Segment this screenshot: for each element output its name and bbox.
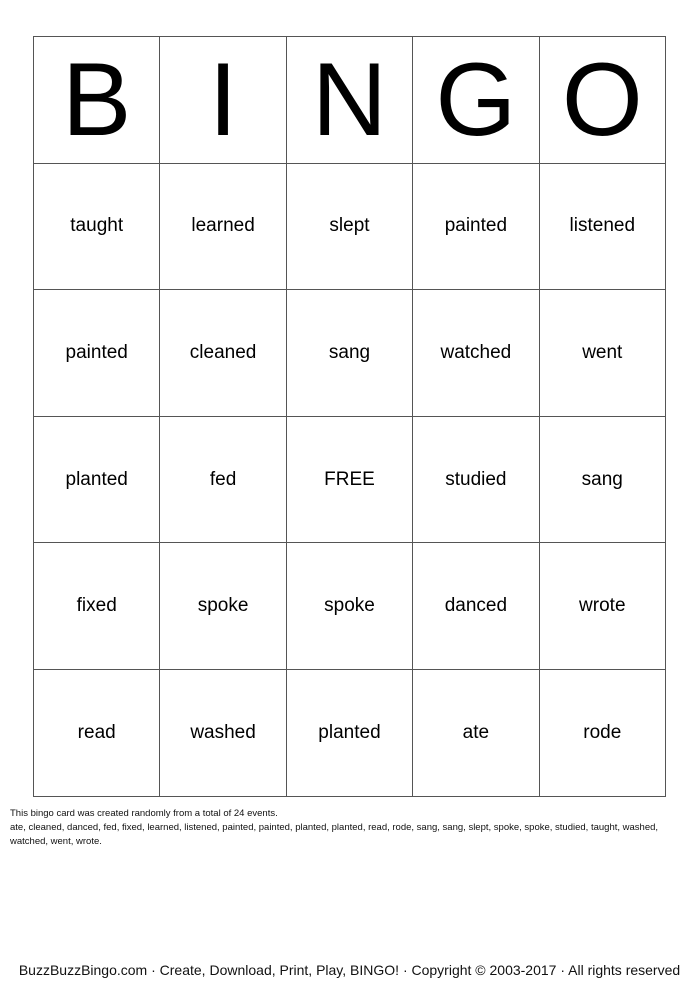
bingo-cell: studied <box>413 416 539 543</box>
bingo-cell: fed <box>160 416 286 543</box>
card-info-word-list: ate, cleaned, danced, fed, fixed, learned, listened, painted, painted, planted, planted, read, rode, sang, sang, slept, spoke, spoke, studied, taught, washed, watched, went, wrote. <box>10 822 659 847</box>
bingo-cell: went <box>539 290 665 417</box>
card-info-summary: This bingo card was created randomly from a total of 24 events. <box>10 808 278 819</box>
bingo-cell: painted <box>413 163 539 290</box>
bingo-row-4 <box>34 543 666 670</box>
bingo-cell: sang <box>286 290 412 417</box>
bingo-cell: slept <box>286 163 412 290</box>
bingo-cell: watched <box>413 290 539 417</box>
bingo-header-row <box>34 37 666 164</box>
bingo-card <box>33 36 666 797</box>
header-letter-o: O <box>539 37 665 164</box>
bingo-cell: taught <box>34 163 160 290</box>
bingo-cell: cleaned <box>160 290 286 417</box>
card-info <box>10 807 680 849</box>
bingo-cell: danced <box>413 543 539 670</box>
header-letter-b: B <box>34 37 160 164</box>
bingo-row-5 <box>34 669 666 796</box>
bingo-cell: washed <box>160 669 286 796</box>
header-letter-n: N <box>286 37 412 164</box>
bingo-cell: wrote <box>539 543 665 670</box>
bingo-cell: learned <box>160 163 286 290</box>
bingo-cell: planted <box>34 416 160 543</box>
bingo-cell: listened <box>539 163 665 290</box>
bingo-cell: painted <box>34 290 160 417</box>
bingo-cell: read <box>34 669 160 796</box>
bingo-cell: ate <box>413 669 539 796</box>
bingo-cell: sang <box>539 416 665 543</box>
bingo-row-1 <box>34 163 666 290</box>
bingo-cell: spoke <box>160 543 286 670</box>
bingo-row-2 <box>34 290 666 417</box>
bingo-row-3 <box>34 416 666 543</box>
header-letter-g: G <box>413 37 539 164</box>
bingo-cell: spoke <box>286 543 412 670</box>
footer-text: BuzzBuzzBingo.com · Create, Download, Print, Play, BINGO! · Copyright © 2003-2017 · All rights reserved <box>18 962 681 978</box>
bingo-cell: fixed <box>34 543 160 670</box>
bingo-cell: rode <box>539 669 665 796</box>
bingo-cell: planted <box>286 669 412 796</box>
free-space-cell: FREE <box>286 416 412 543</box>
header-letter-i: I <box>160 37 286 164</box>
